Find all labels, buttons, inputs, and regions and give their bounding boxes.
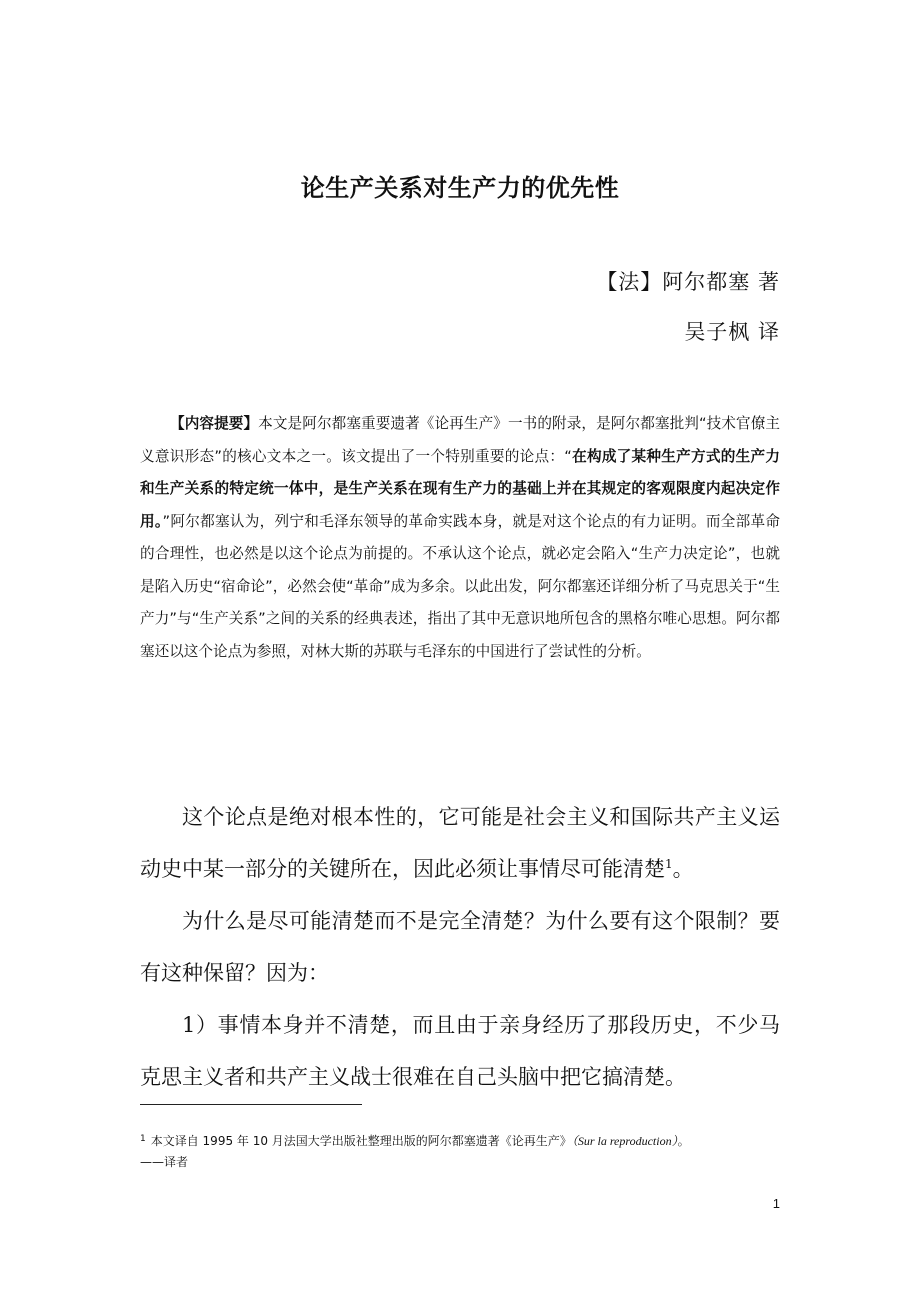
translator-line: 吴子枫 译 [684,320,780,344]
abstract-label: 【内容提要】 [170,415,259,432]
document-title: 论生产关系对生产力的优先性 [300,174,620,202]
footnote-separator [140,1104,362,1105]
body-paragraph-2: 为什么是尽可能清楚而不是完全清楚？为什么要有这个限制？要有这种保留？因为： [140,909,780,985]
paragraph-1-text: 这个论点是绝对根本性的，它可能是社会主义和国际共产主义运动史中某一部分的关键所在，因此必须让事情尽可能清楚 [140,805,780,881]
body-text [140,791,780,1103]
footnote-1 [140,1131,790,1173]
abstract [140,408,780,668]
footnote-italic-title: （Sur la reproduction） [571,1134,678,1148]
abstract-text-rest: ”阿尔都塞认为，列宁和毛泽东领导的革命实践本身，就是对这个论点的有力证明。而全部革命的合理性，也必然是以这个论点为前提的。不承认这个论点，就必定会陷入“生产力决定论”，也就是陷入历史“宿命论”，必然会使“革命”成为多余。以此出发，阿尔都塞还详细分析了马克思关于“生产力”与“生产关系”之间的关系的经典表述，指出了其中无意识地所包含的黑格尔唯心思想。阿尔都塞还以这个论点为参照，对林大斯的苏联与毛泽东的中国进行了尝试性的分析。 [140,512,780,660]
footnote-end: 。 [677,1134,690,1148]
footnote-number: 1 [140,1134,146,1144]
footnote-credit: ——译者 [140,1155,189,1169]
abstract-text-intro: 本文是阿尔都塞重要遗著《论再生产》一书的附录，是阿尔都塞批判“技术官僚主义意识形态”的核心文本之一。该文提出了一个特别重要的论点：“ [140,415,780,465]
abstract-thesis: 在构成了某种生产方式的生产力和生产关系的特定统一体中，是生产关系在现有生产力的基础上并在其规定的客观限度内起决定作用。 [140,447,780,530]
page-number: 1 [772,1196,780,1211]
paragraph-1-end: 。 [672,857,694,881]
body-paragraph-1 [140,791,780,895]
author-line: 【法】阿尔都塞 著 [596,270,780,294]
footnote-ref-1[interactable]: 1 [665,857,673,871]
footnote-text: 本文译自 1995 年 10 月法国大学出版社整理出版的阿尔都塞遗著《论再生产》 [150,1134,572,1148]
body-paragraph-3: 1）事情本身并不清楚，而且由于亲身经历了那段历史，不少马克思主义者和共产主义战士很难在自己头脑中把它搞清楚。 [140,1013,780,1089]
